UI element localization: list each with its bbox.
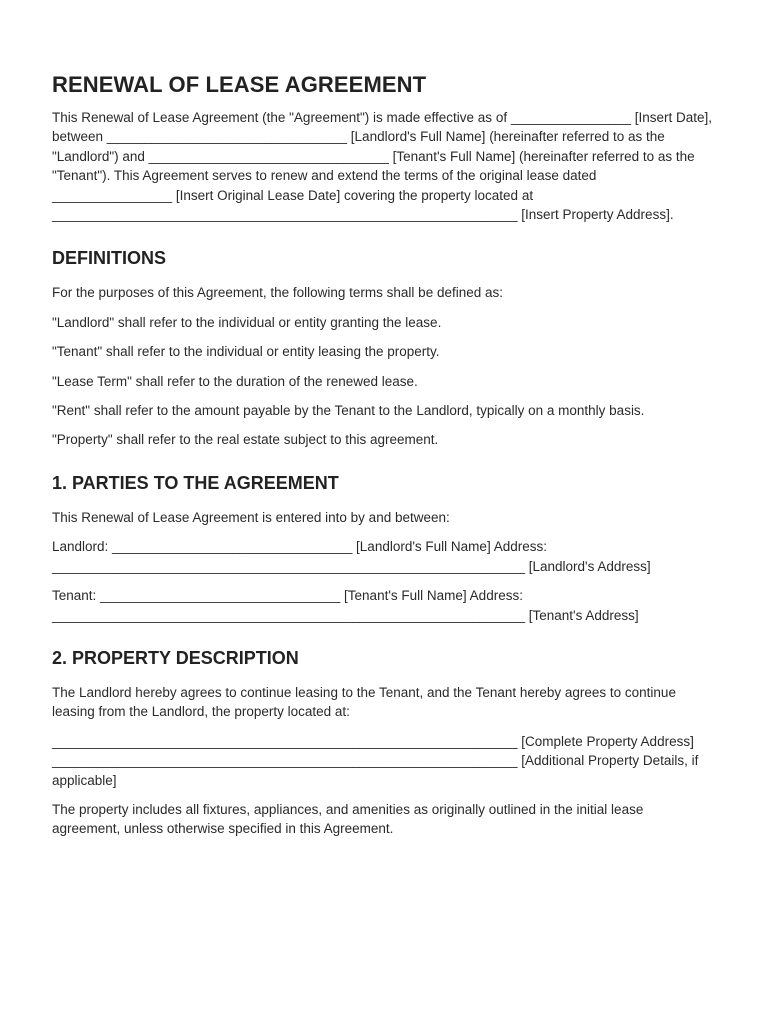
definitions-lead: For the purposes of this Agreement, the following terms shall be defined as:	[52, 285, 503, 301]
definition-item: "Landlord" shall refer to the individual or entity granting the lease.	[52, 314, 442, 330]
property-fixtures-paragraph: The property includes all fixtures, appliances, and amenities as originally outlined in the initial lease agreement, unless otherwise specified in this Agreement.	[52, 801, 644, 837]
landlord-block: Landlord: ________________________________ [Landlord's Full Name] Address: _______________________________________________________________ [Landlord's Address]	[52, 539, 651, 574]
definition-item: "Lease Term" shall refer to the duration of the renewed lease.	[52, 373, 418, 389]
tenant-block: Tenant: ________________________________ [Tenant's Full Name] Address: _______________________________________________________________ [Tenant's Address]	[52, 588, 639, 623]
definition-item: "Property" shall refer to the real estate subject to this agreement.	[52, 432, 439, 448]
parties-heading: 1. PARTIES TO THE AGREEMENT	[52, 472, 339, 493]
parties-lead: This Renewal of Lease Agreement is entered into by and between:	[52, 509, 450, 525]
document-page	[52, 72, 712, 839]
property-heading: 2. PROPERTY DESCRIPTION	[52, 647, 299, 668]
definition-item: "Rent" shall refer to the amount payable by the Tenant to the Landlord, typically on a monthly basis.	[52, 403, 645, 419]
intro-paragraph: This Renewal of Lease Agreement (the "Agreement") is made effective as of ________________ [Insert Date], between ________________________________ [Landlord's Full Name] (hereinafter referred to as the "Landlord") and ________________________________ [Tenant's Full Name] (hereinafter referred to as the "Tenant"). This Agreement serves to renew and extend the terms of the original lease dated ________________ [Insert Original Lease Date] covering the property located at ______________________________________________________________ [Insert Property Address].	[52, 110, 712, 223]
property-lead: The Landlord hereby agrees to continue leasing to the Tenant, and the Tenant hereby agrees to continue leasing from the Landlord, the property located at:	[52, 684, 676, 720]
document-title: RENEWAL OF LEASE AGREEMENT	[52, 72, 427, 97]
property-address-block: ______________________________________________________________ [Complete Property Address] ______________________________________________________________ [Additional Property Details, if applicable]	[52, 733, 699, 788]
definition-item: "Tenant" shall refer to the individual or entity leasing the property.	[52, 344, 440, 360]
definitions-heading: DEFINITIONS	[52, 248, 167, 269]
